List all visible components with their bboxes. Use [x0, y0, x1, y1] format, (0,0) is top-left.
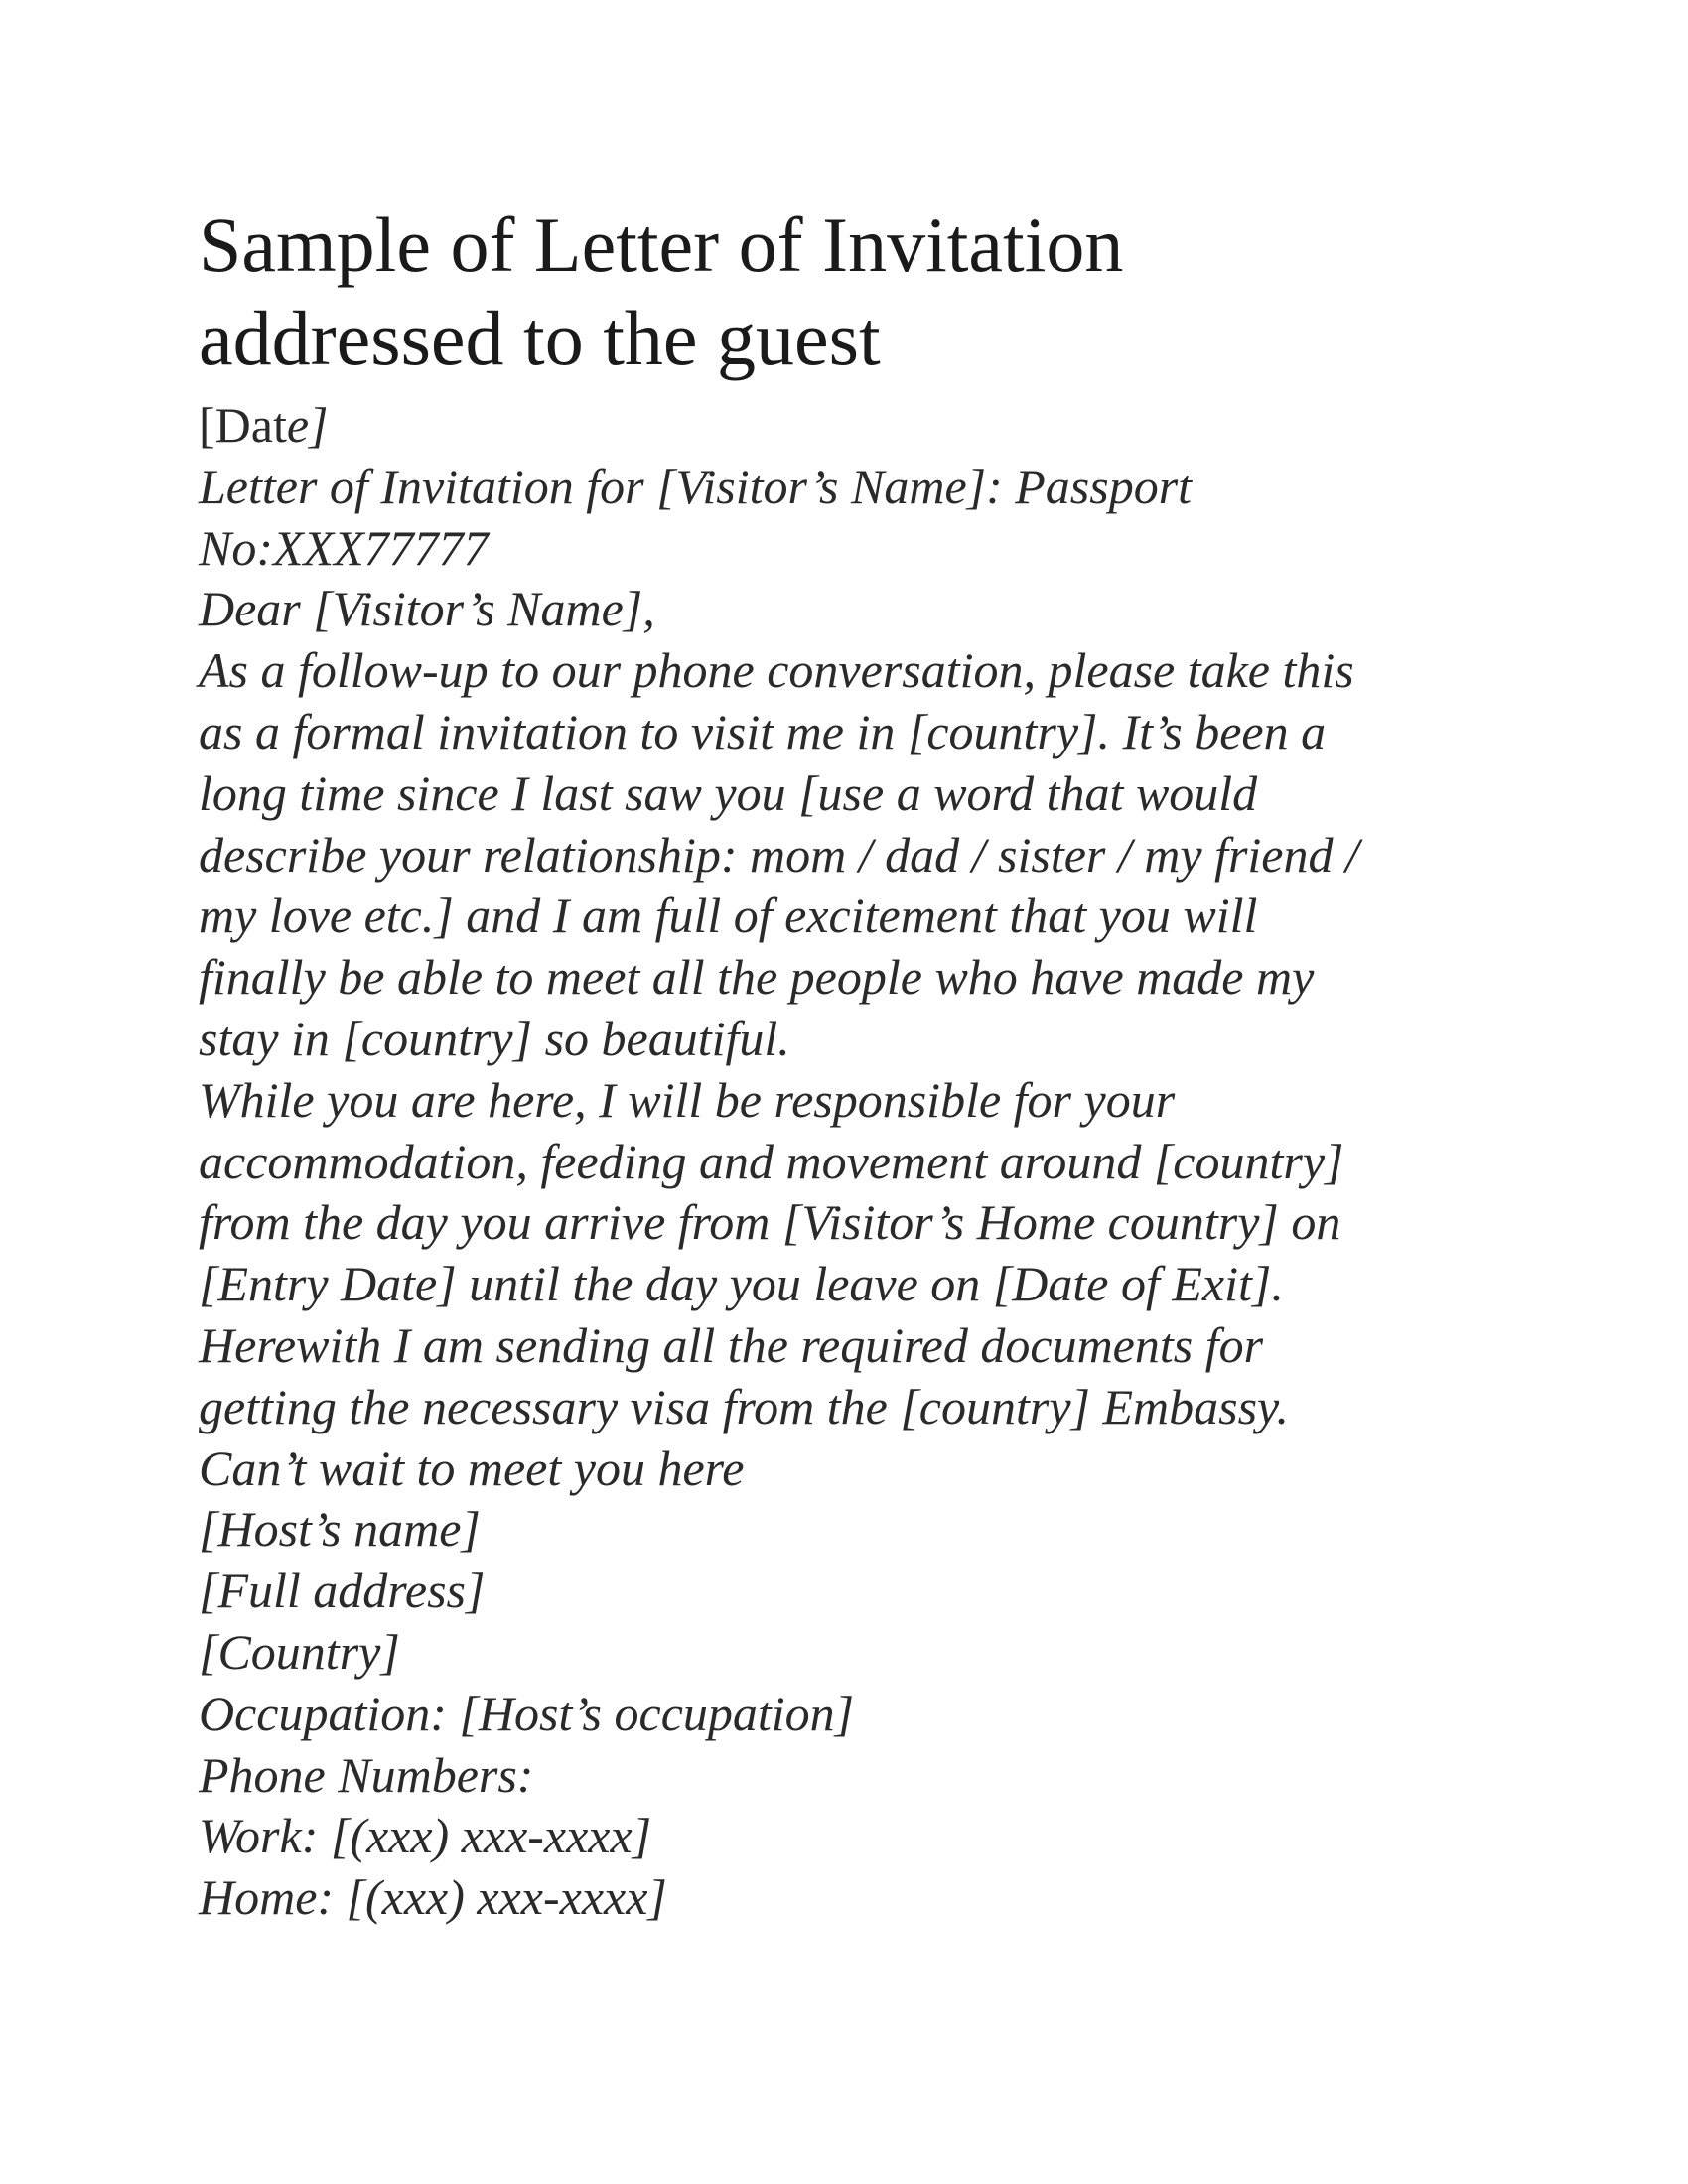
letter-content: [199, 199, 1489, 1929]
letter-body: [199, 395, 1489, 1929]
title-line-1: Sample of Letter of Invitation: [199, 202, 1124, 288]
letter-date: [199, 395, 1489, 457]
date-upright: [Dat: [199, 397, 287, 453]
paragraph2-line: from the day you arrive from [Visitor’s Home country] on: [199, 1194, 1341, 1251]
paragraph1-line: long time since I last saw you [use a word that would: [199, 764, 1258, 821]
phone-heading: Phone Numbers:: [199, 1746, 534, 1803]
date-italic: e]: [286, 397, 329, 453]
paragraph2-line: Herewith I am sending all the required documents for: [199, 1316, 1264, 1373]
host-occupation: Occupation: [Host’s occupation]: [199, 1685, 855, 1741]
host-country: [Country]: [199, 1623, 400, 1680]
phone-home: Home: [(xxx) xxx-xxxx]: [199, 1869, 667, 1926]
host-name: [Host’s name]: [199, 1501, 481, 1558]
paragraph1-line: as a formal invitation to visit me in [country]. It’s been a: [199, 703, 1327, 759]
title-line-2: addressed to the guest: [199, 295, 881, 381]
paragraph2-line: [Entry Date] until the day you leave on [Date of Exit].: [199, 1256, 1284, 1312]
paragraph1-line: finally be able to meet all the people who have made my: [199, 949, 1315, 1006]
phone-work: Work: [(xxx) xxx-xxxx]: [199, 1808, 652, 1864]
page-title: [199, 199, 1489, 385]
paragraph1-line: my love etc.] and I am full of excitement that you will: [199, 887, 1258, 944]
host-address: [Full address]: [199, 1563, 486, 1619]
subject-line-2: No:XXX77777: [199, 519, 489, 576]
paragraph2-line: While you are here, I will be responsible for your: [199, 1071, 1176, 1128]
closing-line: Can’t wait to meet you here: [199, 1439, 745, 1496]
paragraph1-line: stay in [country] so beautiful.: [199, 1010, 790, 1066]
paragraph2-line: getting the necessary visa from the [country] Embassy.: [199, 1378, 1289, 1434]
salutation: Dear [Visitor’s Name],: [199, 581, 655, 637]
paragraph1-line: describe your relationship: mom / dad / sister / my friend /: [199, 826, 1359, 883]
subject-line-1: Letter of Invitation for [Visitor’s Name]: Passport: [199, 458, 1193, 514]
paragraph2-line: accommodation, feeding and movement around [country]: [199, 1133, 1344, 1189]
paragraph1-line: As a follow-up to our phone conversation, please take this: [199, 642, 1354, 699]
